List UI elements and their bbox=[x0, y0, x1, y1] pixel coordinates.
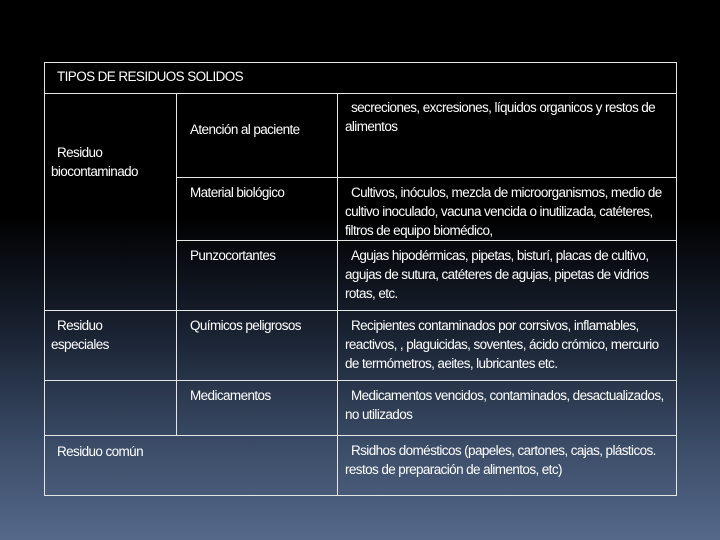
description-text: secreciones, excresiones, líquidos organicos y restos de alimentos bbox=[345, 100, 656, 134]
category-label-line1: Residuo bbox=[57, 318, 103, 333]
subtype-cell: Químicos peligrosos bbox=[177, 311, 338, 381]
table-row bbox=[45, 381, 677, 436]
description-text: Rsidhos domésticos (papeles, cartones, cajas, plásticos. restos de preparación de alimentos, etc) bbox=[345, 443, 656, 477]
table-row bbox=[45, 436, 677, 496]
category-label-line2: biocontaminado bbox=[51, 164, 138, 179]
description-cell bbox=[338, 436, 677, 496]
category-cell-biocontaminado bbox=[45, 94, 177, 311]
category-label-line2: especiales bbox=[51, 337, 109, 352]
description-text: Recipientes contaminados por corrsivos, inflamables, reactivos, , plaguicidas, soventes, ácido crómico, mercurio de termómetros, aeites, lubricantes etc. bbox=[345, 318, 659, 371]
description-cell bbox=[338, 94, 677, 178]
description-cell bbox=[338, 311, 677, 381]
description-text: Medicamentos vencidos, contaminados, desactualizados, no utilizados bbox=[345, 388, 664, 422]
category-label-line1: Residuo bbox=[57, 145, 103, 160]
table-row bbox=[45, 94, 677, 178]
subtype-cell: Material biológico bbox=[177, 178, 338, 241]
subtype-cell: Medicamentos bbox=[177, 381, 338, 436]
category-cell-comun bbox=[45, 436, 338, 496]
waste-types-table bbox=[44, 62, 677, 496]
category-cell-empty bbox=[45, 381, 177, 436]
description-text: Cultivos, inóculos, mezcla de microorganismos, medio de cultivo inoculado, vacuna vencida o inutilizada, catéteres, filtros de equipo biomédico, bbox=[345, 185, 662, 238]
table-title: TIPOS DE RESIDUOS SOLIDOS bbox=[45, 63, 677, 94]
description-cell bbox=[338, 178, 677, 241]
subtype-cell: Atención al paciente bbox=[177, 94, 338, 178]
table-title-row bbox=[45, 63, 677, 94]
subtype-cell: Punzocortantes bbox=[177, 241, 338, 311]
category-label: Residuo común bbox=[57, 444, 144, 459]
category-cell-especiales bbox=[45, 311, 177, 381]
description-text: Agujas hipodérmicas, pipetas, bisturí, placas de cultivo, agujas de sutura, catéteres de agujas, pipetas de vidrios rotas, etc. bbox=[345, 248, 649, 301]
description-cell bbox=[338, 241, 677, 311]
table-row bbox=[45, 311, 677, 381]
description-cell bbox=[338, 381, 677, 436]
